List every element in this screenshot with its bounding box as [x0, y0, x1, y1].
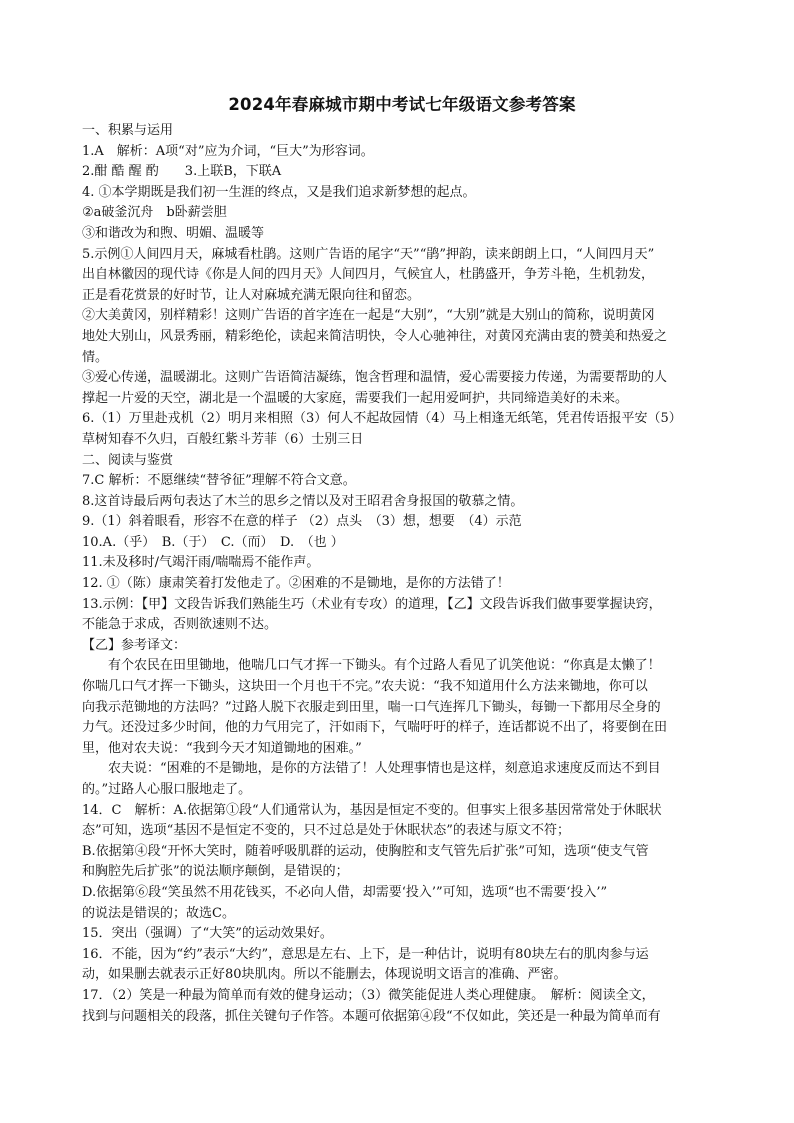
text-line: 2.酣 酷 醒 酌 3.上联B，下联A [82, 164, 282, 180]
text-line: 态”可知，选项“基因不是恒定不变的，只不过总是处于休眠状态”的表述与原文不符； [82, 823, 570, 839]
text-line: 正是看花赏景的好时节，让人对麻城充满无限向往和留恋。 [82, 287, 421, 303]
text-line: 地处大别山，风景秀丽，精彩绝伦，读起来简洁明快，令人心驰神往，对黄冈充满由衷的赞美和热爱之 [82, 328, 668, 344]
text-line: ③爱心传递，温暖湖北。这则广告语简洁凝练，饱含哲理和温情，爱心需要接力传递，为需要帮助的人 [82, 370, 668, 386]
text-line: 9.（1）斜着眼看，形容不在意的样子 （2）点头 （3）想，想要 （4）示范 [82, 514, 522, 530]
text-line: 8.这首诗最后两句表达了木兰的思乡之情以及对王昭君舍身报国的敬慕之情。 [82, 493, 524, 509]
text-line: 你喘几口气才挥一下锄头，这块田一个月也干不完。”农夫说：“我不知道用什么方法来锄地，你可以 [82, 679, 648, 695]
text-line: 13.示例：【甲】文段告诉我们熟能生巧（术业有专攻）的道理，【乙】文段告诉我们做事要掌握诀窍， [82, 596, 662, 612]
text-line: D.依据第⑥段“笑虽然不用花钱买，不必向人借，却需要‘投入’”可知，选项“也不需要‘投入’” [82, 884, 608, 900]
text-line: 的。”过路人心服口服地走了。 [82, 782, 252, 797]
text-line: 情。 [82, 349, 109, 365]
text-line: ②a破釜沉舟 b卧薪尝胆 [82, 205, 227, 221]
text-line: 二、阅读与鉴赏 [82, 452, 174, 468]
text-line: 4. ①本学期既是我们初一生涯的终点，又是我们追求新梦想的起点。 [82, 184, 476, 200]
text-line: ②大美黄冈，别样精彩！这则广告语的首字连在一起是“大别”，“大别”就是大别山的简称，说明黄冈 [82, 308, 655, 324]
text-line: 动，如果删去就表示正好80块肌肉。所以不能删去，体现说明文语言的准确、严密。 [82, 967, 567, 983]
text-line: 的说法是错误的；故选C。 [82, 905, 235, 921]
text-line: 向我示范锄地的方法吗？”过路人脱下衣服走到田里，喘一口气连挥几下锄头，每锄一下都用尽全身的 [82, 699, 661, 715]
text-line: 11.未及移时/气竭汗雨/喘喘焉不能作声。 [82, 555, 320, 571]
text-line: 10.A.（乎） B.（于） C.（而） D. （也 ） [82, 534, 344, 550]
text-line: 里，他对农夫说：“我到今天才知道锄地的困难。” [82, 740, 362, 756]
text-line: ③和谐改为和煦、明媚、温暖等 [82, 225, 265, 241]
text-line: 16．不能，因为“约”表示“大约”，意思是左右、上下，是一种估计，说明有80块左右的肌肉参与运 [82, 946, 649, 962]
answer-document [82, 93, 722, 1027]
text-line: 草树知春不久归，百般红紫斗芳菲（6）士别三日 [82, 431, 364, 447]
text-line: 和胸腔先后扩张”的说法顺序颠倒，是错误的； [82, 864, 349, 880]
text-line: 15．突出（强调）了“大笑”的运动效果好。 [82, 926, 333, 942]
text-line: 有个农民在田里锄地，他喘几口气才挥一下锄头。有个过路人看见了讥笑他说：“你真是太懒了！ [108, 658, 661, 674]
text-line: 不能急于求成，否则欲速则不达。 [82, 617, 278, 633]
text-line: 找到与问题相关的段落，抓住关键句子作答。本题可依据第④段“不仅如此，笑还是一种最为简单而有 [82, 1008, 661, 1024]
text-line: 撑起一片爱的天空，湖北是一个温暖的大家庭，需要我们一起用爱呵护，共同缔造美好的未来。 [82, 390, 629, 406]
text-line: 力气。还没过多少时间，他的力气用完了，汗如雨下，气喘吁吁的样子，连话都说不出了，将要倒在田 [82, 720, 668, 736]
text-line: 出自林徽因的现代诗《你是人间的四月天》人间四月，气候宜人，杜鹃盛开，争芳斗艳，生机勃发， [82, 267, 655, 283]
text-line: 1.A 解析：A项“对”应为介词，“巨大”为形容词。 [82, 143, 374, 159]
document-title: 2024年春麻城市期中考试七年级语文参考答案 [228, 95, 576, 114]
text-line: 一、积累与运用 [82, 123, 174, 138]
text-line: 14．C 解析：A.依据第①段“人们通常认为，基因是恒定不变的。但事实上很多基因常常处于休眠状 [82, 802, 662, 818]
text-line: 5.示例①人间四月天，麻城看杜鹃。这则广告语的尾字“天”“鹃”押韵，读来朗朗上口，“人间四月天” [82, 246, 655, 262]
text-line: 7.C 解析：不愿继续“替爷征”理解不符合文意。 [82, 473, 356, 489]
text-line: B.依据第④段“开怀大笑时，随着呼吸肌群的运动，使胸腔和支气管先后扩张”可知，选项“使支气管 [82, 843, 649, 859]
document-body [82, 121, 722, 1027]
text-line: 【乙】参考译文： [82, 637, 187, 653]
text-line: 12. ①（陈）康肃笑着打发他走了。②困难的不是锄地，是你的方法错了！ [82, 576, 510, 592]
text-line: 农夫说：“困难的不是锄地，是你的方法错了！人处理事情也是这样，刻意追求速度反而达不到目 [108, 761, 661, 777]
text-line: 6.（1）万里赴戎机（2）明月来相照（3）何人不起故园情（4）马上相逢无纸笔，凭君传语报平安（5） [82, 411, 682, 427]
text-line: 17．（2）笑是一种最为简单而有效的健身运动；（3）微笑能促进人类心理健康。 解析：阅读全文， [82, 987, 655, 1003]
